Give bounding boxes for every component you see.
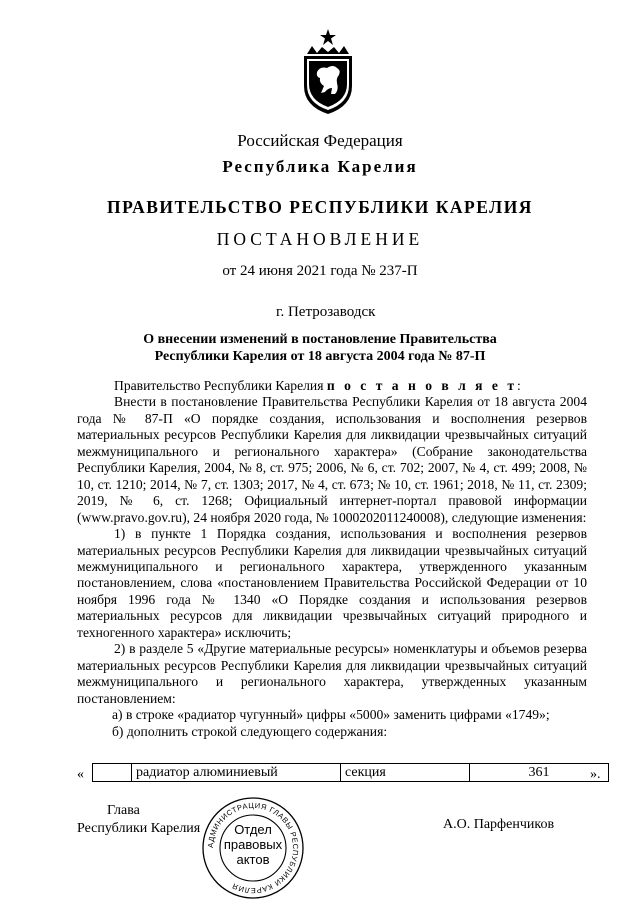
intro-text: Правительство Республики Карелия bbox=[114, 378, 327, 393]
stamp-text: Отдел bbox=[234, 822, 272, 837]
stamp-ring-text: АДМИНИСТРАЦИЯ ГЛАВЫ РЕСПУБЛИКИ КАРЕЛИЯ bbox=[205, 800, 301, 896]
star-icon bbox=[320, 29, 336, 45]
document-place: г. Петрозаводск bbox=[276, 304, 376, 320]
intro-resolves: п о с т а н о в л я е т bbox=[326, 378, 518, 393]
signatory-name: А.О. Парфенчиков bbox=[443, 817, 555, 832]
table-cell: секция bbox=[341, 764, 470, 782]
government-heading: ПРАВИТЕЛЬСТВО РЕСПУБЛИКИ КАРЕЛИЯ bbox=[107, 197, 533, 217]
document-body bbox=[77, 378, 587, 740]
signatory-title-line: Глава bbox=[107, 803, 140, 818]
resolution-intro bbox=[77, 378, 587, 394]
intro-colon: : bbox=[517, 378, 521, 393]
table-row bbox=[93, 764, 609, 782]
department-stamp bbox=[200, 796, 306, 900]
paragraph-subitem-a: а) в строке «радиатор чугунный» цифры «5000» заменить цифрами «1749»; bbox=[112, 707, 550, 723]
insert-open-quote: « bbox=[77, 767, 84, 782]
document-title-line: О внесении изменений в постановление Правительства bbox=[143, 332, 497, 347]
paragraph-item-2: 2) в разделе 5 «Другие материальные ресурсы» номенклатуры и объемов резерва материальных ресурсов Республики Карелия для ликвидации чрезвычайных ситуаций межмуниципального и регионального характера, утвержденных указанным постановлением: bbox=[77, 641, 587, 706]
table-cell bbox=[93, 764, 132, 782]
signatory-title bbox=[77, 802, 200, 838]
document-title bbox=[0, 331, 640, 365]
stamp-text: правовых bbox=[223, 837, 283, 852]
table-cell: радиатор алюминиевый bbox=[132, 764, 341, 782]
stamp-text: актов bbox=[236, 852, 270, 867]
document-date-number: от 24 июня 2021 года № 237-П bbox=[222, 263, 418, 279]
table-cell: 361 bbox=[470, 764, 609, 782]
republic-label: Республика Карелия bbox=[222, 157, 418, 176]
coat-of-arms-emblem bbox=[297, 28, 359, 116]
signatory-title-line: Республики Карелия bbox=[77, 821, 201, 836]
insert-close-quote: ». bbox=[590, 767, 601, 782]
paragraph-subitem-b: б) дополнить строкой следующего содержания: bbox=[112, 723, 388, 739]
document-title-line: Республики Карелия от 18 августа 2004 года № 87-П bbox=[154, 349, 486, 364]
paragraph-item-1: 1) в пункте 1 Порядка создания, использования и восполнения резервов материальных ресурсов Республики Карелия для ликвидации чрезвычайных ситуаций межмуниципального и регионального характера, утвержденного указанным постановлением, слова «постановлением Правительства Российской Федерации от 10 ноября 1996 года № 1340 «О Порядке создания и использования резервов материальных ресурсов для ликвидации чрезвычайных ситуаций природного и техногенного характера» исключить; bbox=[77, 526, 587, 640]
federation-label: Российская Федерация bbox=[237, 131, 403, 150]
inserted-table-row bbox=[92, 763, 609, 782]
paragraph-main: Внести в постановление Правительства Республики Карелия от 18 августа 2004 года № 87-П «О порядке создания, использования и восполнения резервов материальных ресурсов Республики Карелия для ликвидации чрезвычайных ситуаций межмуниципального и регионального характера» (Собрание законодательства Республики Карелия, 2004, № 8, ст. 975; 2006, № 6, ст. 702; 2007, № 4, ст. 499; 2008, № 10, ст. 1210; 2014, № 7, ст. 1303; 2017, № 4, ст. 673; № 10, ст. 1961; 2018, № 11, ст. 2309; 2019, № 6, ст. 1268; Официальный интернет-портал правовой информации (www.pravo.gov.ru), 24 ноября 2020 года, № 1000202011240008), следующие изменения: bbox=[77, 394, 587, 525]
document-type-heading: ПОСТАНОВЛЕНИЕ bbox=[216, 229, 424, 249]
